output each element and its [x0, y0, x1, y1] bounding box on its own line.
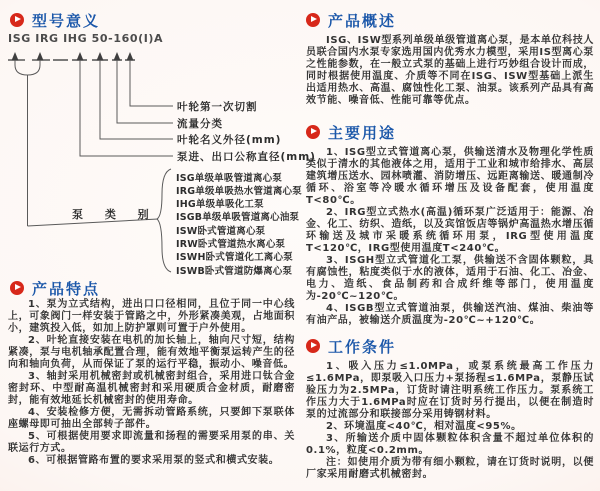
section-bullet-icon — [10, 281, 24, 295]
uses-section — [306, 122, 594, 334]
pump-category-item: IHG单级单吸化工泵 — [176, 199, 264, 210]
body-paragraph: ISG、ISW型系列单级单级管道离心泵，是本单位科技人员联合国内水泵专家选用国内优秀水力模型，采用IS型离心泵之性能参数，在一般立式泵的基础上进行巧妙组合设计而成，同时根据使用温度、介质等不同在ISG、ISW型基础上派生出适用热水、高温、腐蚀性化工泵、油泵。该系列产品具有高效节能、噪音低、性能可靠等优点。 — [306, 35, 594, 106]
pump-category-label: 泵 类 别 — [72, 208, 158, 221]
section-bullet-icon — [306, 339, 320, 353]
body-paragraph: 3、轴封采用机械密封或机械密封组合，采用进口钛合金密封环、中型耐高温机械密封和采用硬质合金材质，耐磨密封，能有效地延长机械密封的使用寿命。 — [8, 371, 295, 406]
conditions-section — [306, 336, 594, 491]
body-paragraph: 1、泵为立式结构，进出口口径相同，且位于同一中心线上，可象阀门一样安装于管路之中，外形紧凑美观，占地面积小，建筑投入低，如加上防护罩则可置于户外使用。 — [8, 299, 295, 334]
body-paragraph: 5、可根据使用要求即流量和扬程的需要采用泵的串、关联运行方式。 — [8, 431, 295, 454]
section-header-uses — [306, 122, 594, 142]
body-paragraph: 2、IRG型立式热水(高温)循环泵广泛适用于：能源、冶金、化工、纺织、造纸，以及宾馆饭店等锅炉高温热水增压循环输送及城市采暖系统循环用泵，IRG型使用温度T<120℃，IRG型使用温度T<240℃。 — [306, 207, 594, 254]
body-paragraph: 3、ISGH型立式管道化工泵，供输送不含固体颗粒，具有腐蚀性，粘度类似于水的液体，适用于石油、化工、冶金、电力、造纸、食品制药和合成纤维等部门，使用温度为-20℃~120℃。 — [306, 255, 594, 302]
pump-category-item: ISW卧式管道离心泵 — [176, 226, 266, 237]
pump-category-item: IRG单级单吸热水管道离心泵 — [176, 186, 302, 197]
body-paragraph: 注：如使用介质为带有细小颗粒，请在订货时说明，以便厂家采用耐磨式机械密封。 — [306, 457, 594, 480]
section-title: 工作条件 — [328, 337, 397, 356]
body-paragraph: 4、ISGB型立式管道油泵，供输送汽油、煤油、柴油等有油产品，被输送介质温度为-20℃~+120℃。 — [306, 303, 594, 326]
section-title: 型号意义 — [32, 11, 101, 30]
body-paragraph: 2、环境温度<40℃，相对温度<95%。 — [326, 421, 522, 432]
section-header-conditions — [306, 336, 594, 356]
pump-category-item: IRW卧式管道热水离心泵 — [176, 239, 286, 250]
pump-category-item: ISWB卧式管道防爆离心泵 — [176, 266, 293, 277]
section-title: 主要用途 — [328, 123, 397, 142]
model-code: ISG IRG IHG 50-160(I)A — [8, 32, 164, 45]
diagram-callout: 流量分类 — [177, 118, 223, 130]
diagram-callout: 叶轮第一次切割 — [177, 101, 258, 113]
model-meaning-diagram — [8, 32, 316, 280]
section-bullet-icon — [10, 13, 24, 27]
section-title: 产品概述 — [328, 11, 397, 30]
right-column — [300, 0, 600, 491]
pump-category-item: ISGB单级单吸管道离心油泵 — [176, 212, 300, 223]
uses-text — [306, 147, 594, 327]
pump-category-item: ISG单级单吸管道离心泵 — [176, 173, 283, 184]
section-header-overview — [306, 10, 594, 30]
conditions-text — [306, 361, 594, 481]
section-bullet-icon — [306, 125, 320, 139]
body-paragraph: 3、所输送介质中固体颗粒体积含量不超过单位体积的0.1%，粒度<0.2mm。 — [306, 433, 594, 456]
section-header-model — [10, 10, 100, 30]
body-paragraph: 6、可根据管路布置的要求采用泵的竖式和横式安装。 — [28, 455, 280, 466]
diagram-callout: 叶轮名义外径(mm) — [177, 134, 282, 146]
body-paragraph: 1、吸入压力≤1.0MPa，或泵系统最高工作压力≤1.6MPa，即泵吸入口压力+泵扬程≤1.6MPa，泵静压试验压力为2.5MPa，订货时请注明系统工作压力。泵系统工作压力大于1.6MPa时应在订货时另行提出，以便在制造时泵的过流部分和联接部分采用铸钢材料。 — [306, 361, 594, 420]
overview-text — [306, 35, 594, 107]
features-text — [8, 299, 295, 467]
overview-section — [306, 10, 594, 120]
body-paragraph: 1、ISG型立式管道离心泵，供输送清水及物理化学性质类似于清水的其他液体之用，适用于工业和城市给排水、高层建筑增压送水、园林喷灌、消防增压、远距离输送、暖通制冷循环、浴室等冷暖水循环增压及设备配套，使用温度T<80℃。 — [306, 147, 594, 206]
section-title: 产品特点 — [32, 279, 101, 298]
body-paragraph: 2、叶轮直接安装在电机的加长轴上，轴向尺寸短，结构紧凑，泵与电机轴承配置合理，能有效地平衡泵运转产生的径向和轴向负荷，从而保证了泵的运行平稳，振动小、噪音低。 — [8, 335, 295, 370]
diagram-callout: 泵进、出口公称直径(mm) — [177, 151, 316, 163]
body-paragraph: 4、安装检修方便，无需拆动管路系统，只要卸下泵联体座螺母即可抽出全部转子部件。 — [8, 407, 295, 430]
pump-category-item: ISWH卧式管道化工离心泵 — [176, 252, 293, 263]
section-header-features — [10, 278, 100, 298]
section-bullet-icon — [306, 13, 320, 27]
